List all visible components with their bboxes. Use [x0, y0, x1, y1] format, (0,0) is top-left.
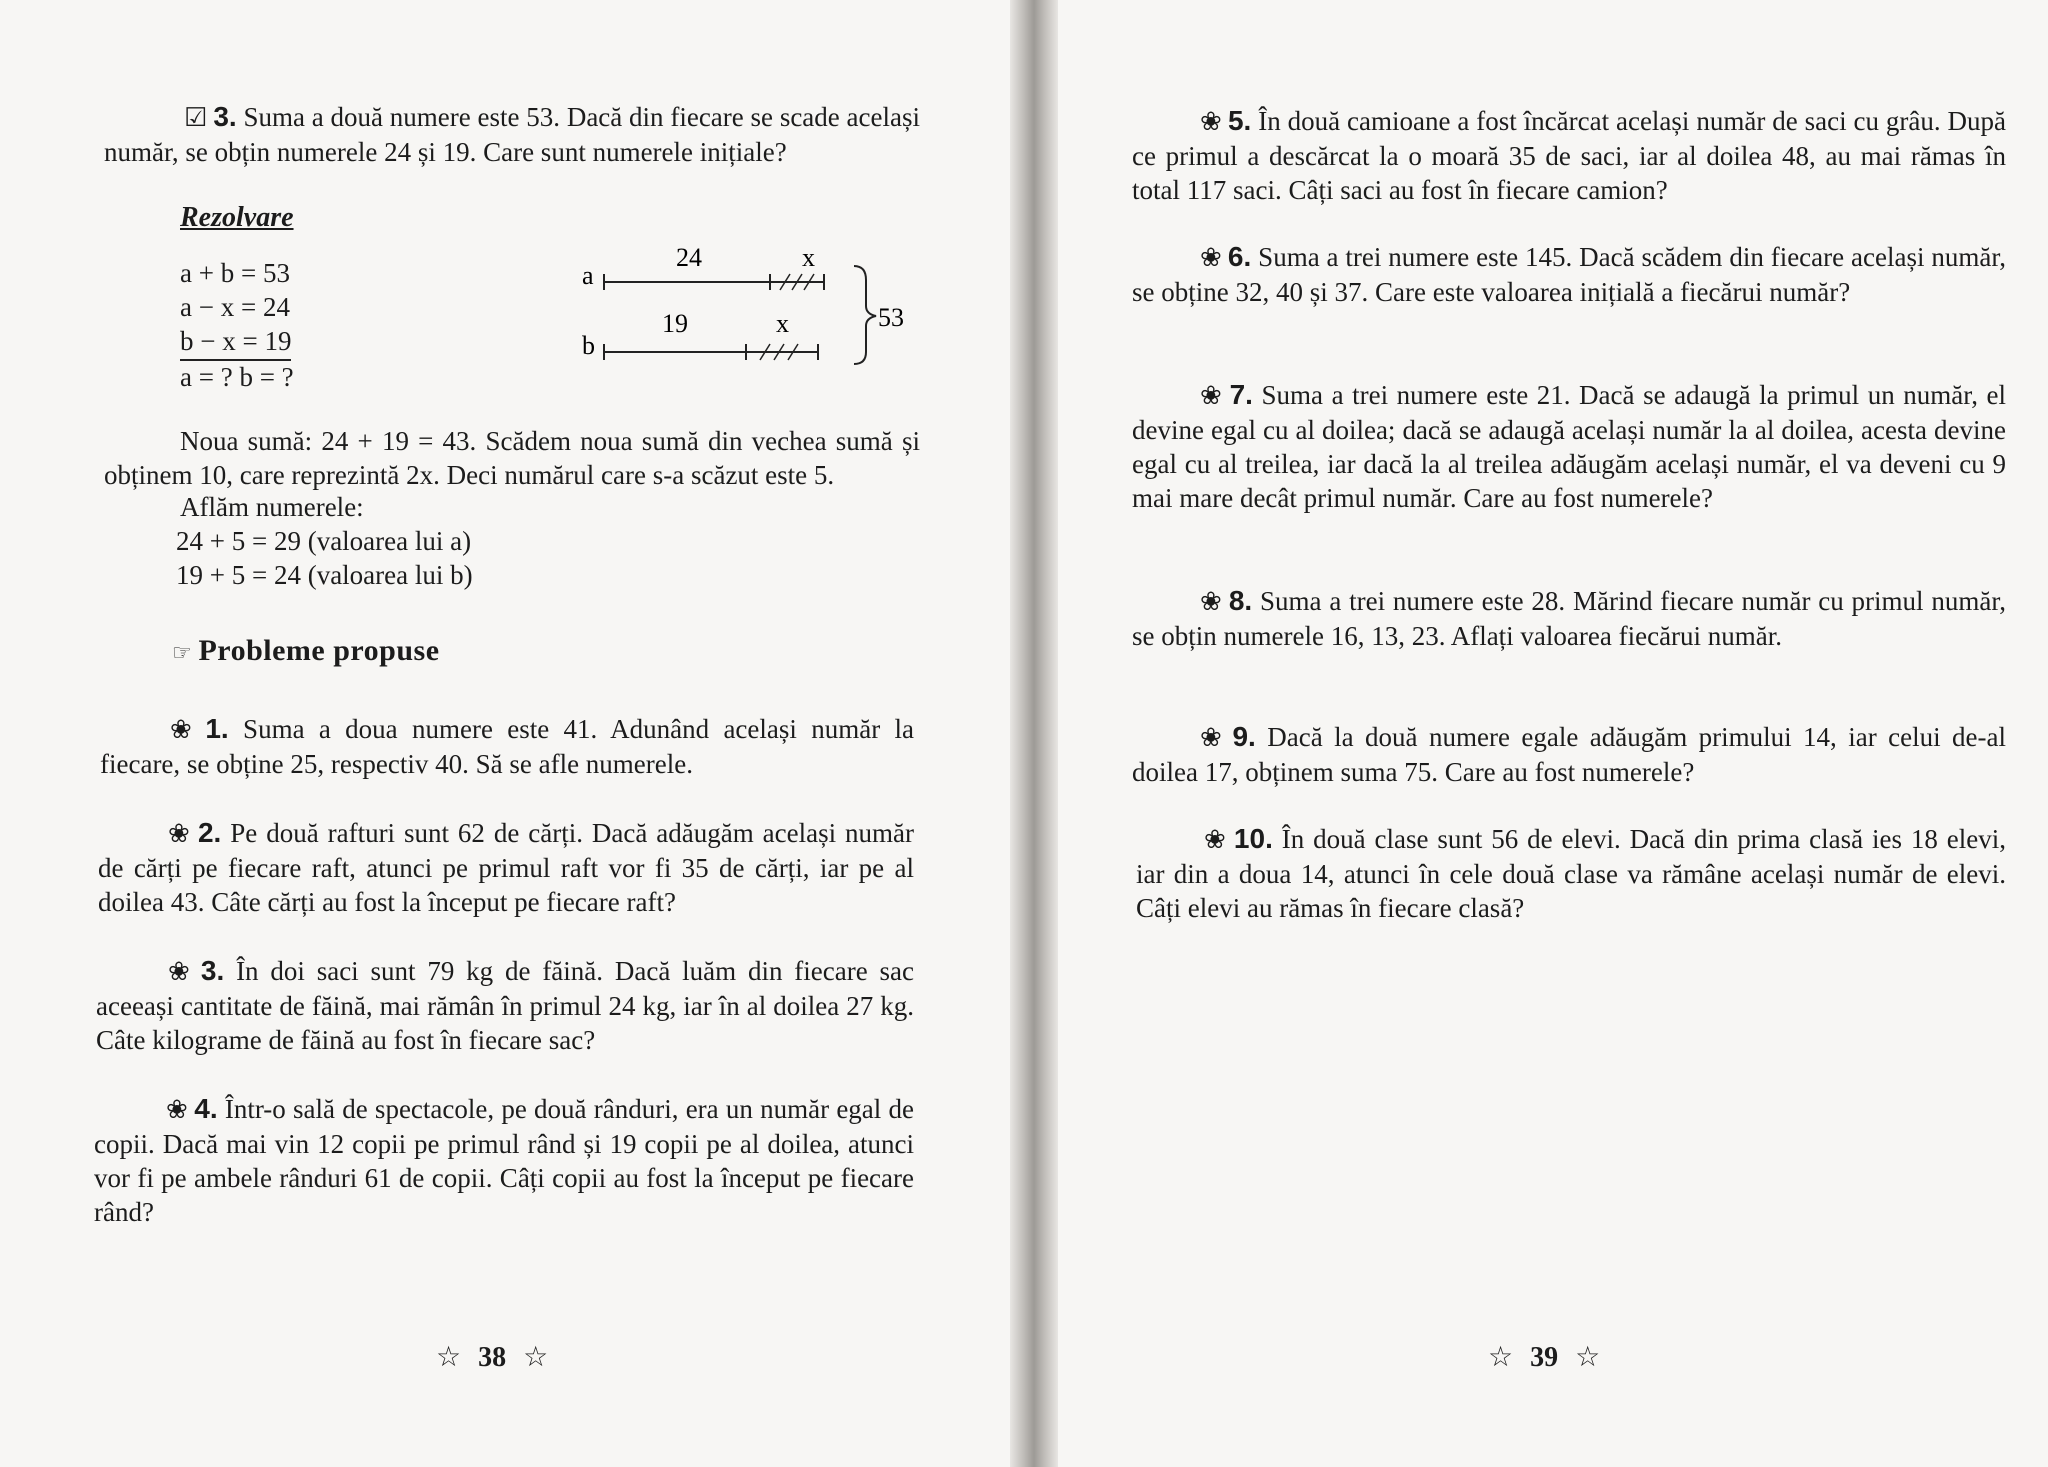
book-gutter — [1010, 0, 1058, 1467]
star-outline-icon: ☆ — [436, 1340, 462, 1373]
flower-icon: ❀ — [168, 819, 192, 849]
problem-text: Suma a trei numere este 28. Mărind fiecare număr cu primul număr, se obțin numerele 16, 13, 23. Aflați valoarea fiecărui număr. — [1132, 586, 2007, 651]
problem-number: 7. — [1229, 379, 1253, 410]
diagram-value-24: 24 — [676, 243, 702, 272]
problem-3 — [96, 954, 914, 1057]
problem-number: 6. — [1227, 241, 1252, 272]
problem-6 — [1132, 240, 2006, 309]
problem-7 — [1132, 378, 2006, 515]
flower-icon: ❀ — [166, 1095, 189, 1125]
solution-heading — [180, 200, 294, 235]
problem-number: 9. — [1232, 721, 1256, 752]
problem-2 — [98, 816, 914, 919]
intro-problem — [104, 100, 920, 169]
diagram-label-b: b — [582, 331, 595, 360]
problem-9 — [1132, 720, 2006, 789]
solution-heading-text: Rezolvare — [180, 202, 294, 233]
problem-number: 3. — [213, 101, 237, 132]
diagram-brace — [854, 266, 876, 364]
equation-3: b − x = 19 — [180, 324, 291, 361]
problem-text: Dacă la două numere egale adăugăm primului 14, iar celui de-al doilea 17, obținem suma 75. Care au fost numerele? — [1132, 722, 2006, 787]
diagram-x-a: x — [802, 243, 815, 272]
proposed-problems-heading — [172, 634, 440, 671]
proposed-heading-text: Probleme propuse — [198, 634, 440, 667]
star-outline-icon: ☆ — [1575, 1340, 1601, 1373]
problem-number: 2. — [197, 817, 222, 848]
diagram-value-19: 19 — [662, 309, 688, 338]
left-page — [0, 0, 1010, 1467]
checked-box-icon: ☑ — [184, 103, 208, 133]
flower-icon: ❀ — [170, 715, 200, 745]
flower-icon: ❀ — [1200, 587, 1223, 617]
problem-number: 5. — [1227, 105, 1252, 136]
problem-number: 3. — [200, 955, 225, 986]
star-outline-icon: ☆ — [523, 1340, 549, 1373]
solution-paragraph: Noua sumă: 24 + 19 = 43. Scădem noua sumă din vechea sumă și obținem 10, care reprezintă 2x. Deci numărul care s-a scăzut este 5. — [104, 426, 920, 490]
problem-5 — [1132, 104, 2006, 207]
problem-text: Suma a doua numere este 41. Adunând același număr la fiecare, se obține 25, respectiv 40. Să se afle numerele. — [100, 714, 914, 779]
equation-1: a + b = 53 — [180, 258, 290, 288]
right-page — [1058, 0, 2048, 1467]
flower-icon: ❀ — [1200, 243, 1222, 273]
problem-text: În doi saci sunt 79 kg de făină. Dacă luăm din fiecare sac aceeași cantitate de făină, mai rămân în primul 24 kg, iar în al doilea 27 kg. Câte kilograme de făină au fost în fiecare sac? — [96, 956, 914, 1055]
flower-icon: ❀ — [168, 957, 195, 987]
problem-number: 1. — [205, 713, 229, 744]
problem-1 — [100, 712, 914, 781]
diagram-x-b: x — [776, 309, 789, 338]
flower-icon: ❀ — [1200, 723, 1227, 753]
flower-icon: ❀ — [1200, 107, 1222, 137]
find-numbers-label: Aflăm numerele: — [180, 492, 364, 522]
segment-diagram — [570, 236, 910, 376]
page-number: 38 — [478, 1342, 507, 1373]
problem-4 — [94, 1092, 914, 1229]
problem-text: Pe două rafturi sunt 62 de cărți. Dacă adăugăm același număr de cărți pe fiecare raft, atunci pe primul raft vor fi 35 de cărți, iar pe al doilea 43. Câte cărți au fost la început pe fiecare raft? — [98, 818, 914, 917]
page-footer-right — [1488, 1340, 1600, 1374]
problem-10 — [1136, 822, 2006, 925]
equation-4: a = ? b = ? — [180, 362, 294, 392]
diagram-label-a: a — [582, 261, 594, 290]
pointing-hand-icon: ☞ — [172, 641, 192, 666]
problem-text: Suma a trei numere este 145. Dacă scădem din fiecare același număr, se obține 32, 40 și 37. Care este valoarea inițială a fiecărui număr? — [1132, 242, 2006, 307]
diagram-total: 53 — [878, 303, 904, 332]
page-footer-left — [436, 1340, 548, 1374]
page-number: 39 — [1530, 1342, 1559, 1373]
problem-text: În două camioane a fost încărcat același număr de saci cu grâu. După ce primul a descărcat la o moară 35 de saci, iar al doilea 48, au mai rămas în total 117 saci. Câți saci au fost în fiecare camion? — [1132, 106, 2006, 205]
problem-number: 4. — [194, 1093, 218, 1124]
star-outline-icon: ☆ — [1488, 1340, 1514, 1373]
result-b: 19 + 5 = 24 (valoarea lui b) — [176, 560, 473, 590]
flower-icon: ❀ — [1204, 825, 1228, 855]
result-a: 24 + 5 = 29 (valoarea lui a) — [176, 526, 472, 556]
problem-text: Suma a trei numere este 21. Dacă se adaugă la primul un număr, el devine egal cu al doilea; dacă se adaugă același număr la al doilea, acesta devine egal cu al treilea, iar dacă la al treilea adăugăm același număr, el va deveni cu 9 mai mare decât primul număr. Care au fost numerele? — [1132, 380, 2006, 513]
problem-text: Într-o sală de spectacole, pe două rânduri, era un număr egal de copii. Dacă mai vin 12 copii pe primul rând și 19 copii pe al doilea, atunci vor fi pe ambele rânduri 61 de copii. Câți copii au fost la început pe fiecare rând? — [94, 1094, 914, 1227]
problem-text: Suma a două numere este 53. Dacă din fiecare se scade același număr, se obțin numerele 24 și 19. Care sunt numerele inițiale? — [104, 102, 921, 167]
problem-number: 10. — [1233, 823, 1273, 854]
equation-2: a − x = 24 — [180, 292, 290, 322]
problem-8 — [1132, 584, 2006, 653]
problem-number: 8. — [1228, 585, 1253, 616]
problem-text: În două clase sunt 56 de elevi. Dacă din prima clasă ies 18 elevi, iar din a doua 14, atunci în cele două clase va rămâne același număr de elevi. Câți elevi au rămas în fiecare clasă? — [1136, 824, 2006, 923]
flower-icon: ❀ — [1200, 381, 1224, 411]
